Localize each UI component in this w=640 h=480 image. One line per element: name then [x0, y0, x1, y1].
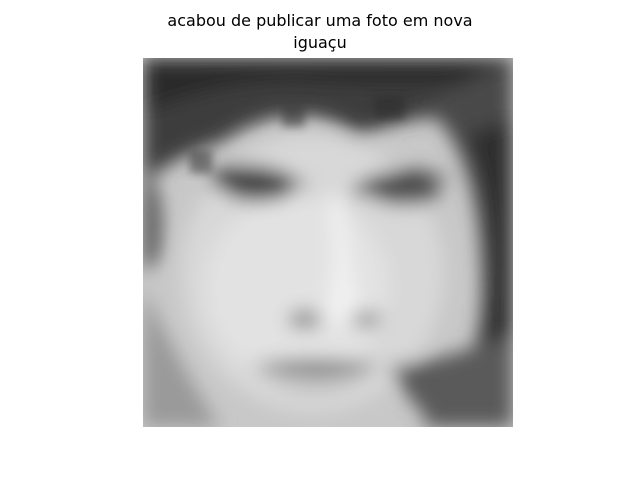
- figure-title-line-1: acabou de publicar uma foto em nova: [167, 11, 473, 30]
- face-portrait-image: [143, 58, 513, 427]
- figure-title-line-2: iguaçu: [293, 33, 347, 52]
- figure-title: [0, 10, 640, 54]
